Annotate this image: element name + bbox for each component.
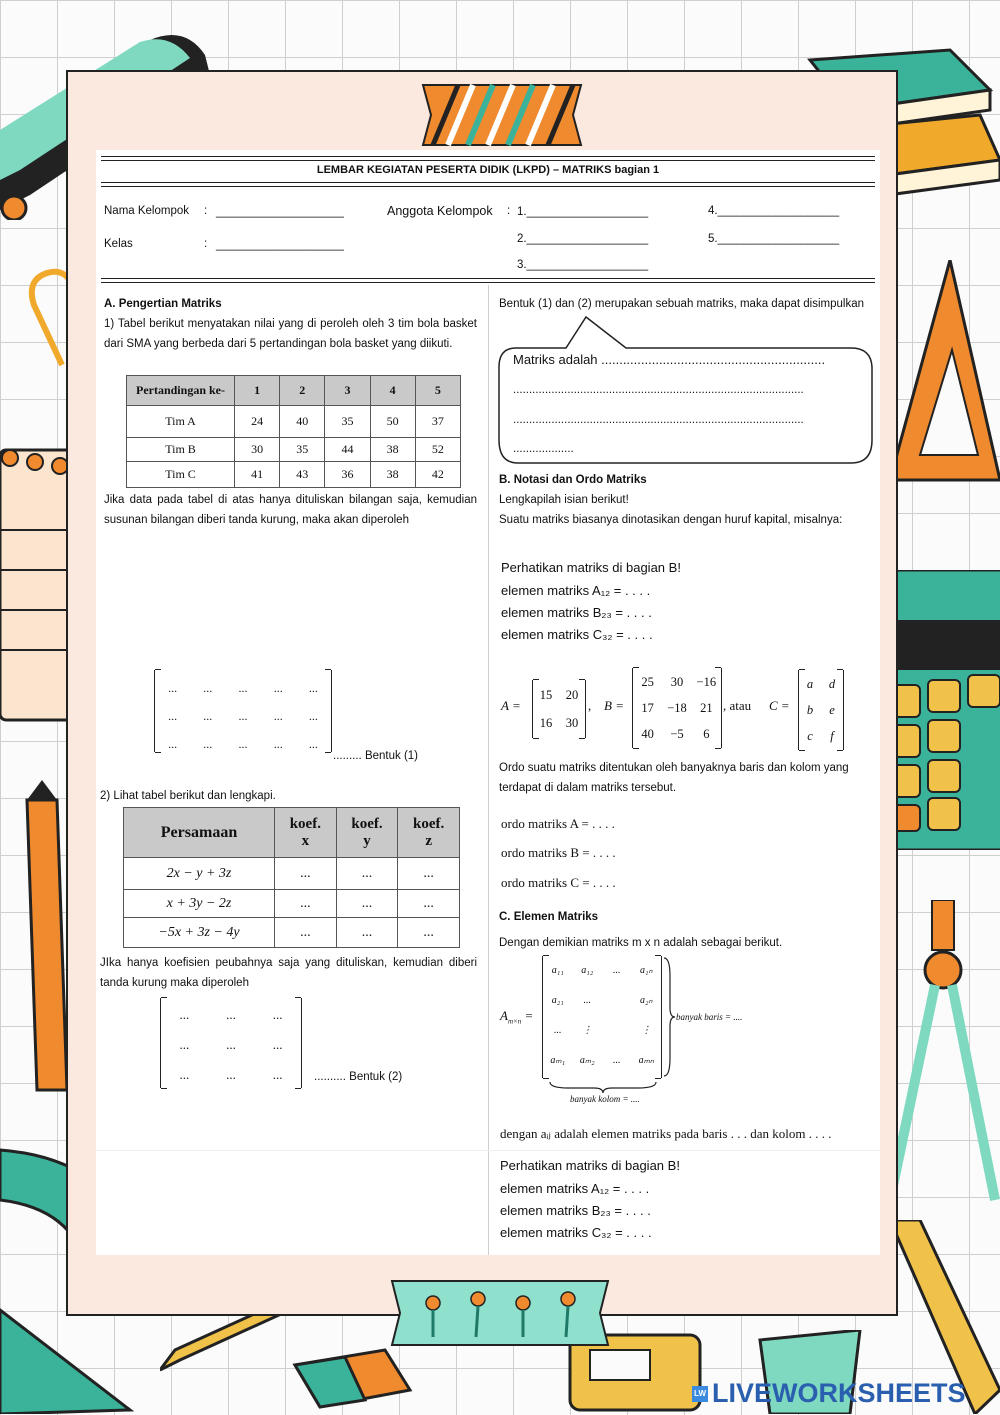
general-matrix-cell: aₘₙ <box>638 1055 654 1066</box>
coefficient-answer-cell[interactable]: ... <box>275 858 337 890</box>
general-matrix-cell: ⋮ <box>582 1025 593 1036</box>
matrix-cell: ... <box>238 709 248 723</box>
element-question-b23[interactable]: elemen matriks B₂₃ = . . . . <box>501 605 652 620</box>
coefficient-answer-cell[interactable]: ... <box>336 890 398 918</box>
matrix-cell: ... <box>179 1037 190 1052</box>
pencil-illustration <box>22 780 72 1100</box>
matrix-cell: ... <box>226 1067 236 1082</box>
row-count-question[interactable]: banyak baris = .... <box>676 1012 743 1022</box>
general-matrix-cell: a₁₁ <box>551 965 564 976</box>
matrix-cell: ... <box>203 737 213 751</box>
coefficient-answer-cell[interactable]: ... <box>275 890 337 918</box>
washi-tape-bottom <box>388 1275 612 1349</box>
matrix-c-label: C = <box>769 698 790 713</box>
matrix-b-cell: 21 <box>700 701 713 715</box>
row-brace-icon <box>662 956 676 1078</box>
ordo-question-a[interactable]: ordo matriks A = . . . . <box>501 816 615 831</box>
score-table <box>126 375 461 488</box>
member-field-3[interactable]: 3.___________________ <box>517 259 649 271</box>
coefficient-answer-cell[interactable]: ... <box>336 858 398 890</box>
matrix-b-cell: 40 <box>641 727 654 741</box>
coefficient-table-header: koef. z <box>398 808 460 858</box>
table-cell: 44 <box>325 438 370 462</box>
section-b-heading: B. Notasi dan Ordo Matriks <box>499 474 647 486</box>
conclusion-answer-line-2[interactable]: ........................................................................................... <box>513 384 804 396</box>
identity-rule <box>101 278 875 283</box>
table-cell: 30 <box>235 438 280 462</box>
matrix-c-cell: b <box>806 703 814 717</box>
section-divider <box>96 1150 880 1151</box>
table-row <box>124 890 460 918</box>
matrix-cell: ... <box>168 737 178 751</box>
matrix-comma: , <box>588 698 592 713</box>
coefficient-answer-cell[interactable]: ... <box>398 858 460 890</box>
member-field-1[interactable]: 1.___________________ <box>517 206 649 218</box>
group-name-label: Nama Kelompok <box>104 205 190 217</box>
general-matrix-cell: ... <box>583 995 591 1006</box>
question-2-text: 2) Lihat tabel berikut dan lengkapi. <box>100 790 276 802</box>
matrix-bentuk-2 <box>160 998 302 1088</box>
table-cell: 43 <box>280 462 325 488</box>
ordo-question-b[interactable]: ordo matriks B = . . . . <box>501 845 616 860</box>
question-1-text: 1) Tabel berikut menyatakan nilai yang di peroleh oleh 3 tim bola basket dari SMA yang berbeda dari 5 pertandingan bola basket yang diikuti. <box>104 318 477 350</box>
table-row <box>124 918 460 948</box>
coefficient-table <box>123 807 460 948</box>
coefficient-table-header: koef. y <box>336 808 398 858</box>
coefficient-answer-cell[interactable]: ... <box>336 918 398 948</box>
matrix-cell: ... <box>203 709 213 723</box>
general-matrix-cell: ⋮ <box>641 1025 652 1036</box>
matrix-c-cell: f <box>830 729 834 743</box>
table-cell: 42 <box>415 462 460 488</box>
liveworksheets-logo <box>692 1378 966 1409</box>
matrix-cell: ... <box>308 709 318 723</box>
members-colon: : <box>507 205 511 217</box>
header-rule-bottom <box>101 182 875 187</box>
general-matrix-equals: = <box>524 1008 534 1023</box>
matrix-c-cell: d <box>828 677 836 691</box>
matrix-cell: ... <box>179 1007 190 1022</box>
table-cell: 38 <box>370 462 415 488</box>
worksheet-page <box>96 150 880 1255</box>
section-b-instruction: Lengkapilah isian berikut! <box>499 494 629 506</box>
general-matrix-cell: aₘ₂ <box>579 1055 595 1066</box>
general-matrix-cell: ... <box>613 965 621 976</box>
member-field-5[interactable]: 5.___________________ <box>708 233 840 245</box>
matrix-a-label: A = <box>501 698 521 713</box>
header-rule-top <box>101 156 875 161</box>
repeat-note-title: Perhatikan matriks di bagian B! <box>500 1158 680 1173</box>
general-matrix-cell: a₂₁ <box>551 995 564 1006</box>
coefficient-table-header: koef. x <box>275 808 337 858</box>
class-label: Kelas <box>104 238 133 250</box>
matrix-cell: ... <box>308 737 318 751</box>
general-matrix-cell: aₘ₁ <box>550 1055 566 1066</box>
matrix-cell: ... <box>308 681 318 695</box>
class-field[interactable]: ____________________ <box>216 239 344 251</box>
matrix-cell: ... <box>168 681 178 695</box>
repeat-element-question-b23[interactable]: elemen matriks B₂₃ = . . . . <box>500 1203 651 1218</box>
matrix-cell: ... <box>273 737 283 751</box>
coefficient-answer-cell[interactable]: ... <box>398 918 460 948</box>
bentuk-1-label: ......... Bentuk (1) <box>333 750 419 762</box>
matrix-cell: ... <box>238 681 248 695</box>
matrix-cell: ... <box>272 1067 283 1082</box>
score-table-header: 1 <box>235 376 280 406</box>
column-divider <box>488 285 489 1255</box>
equation-cell: 2x − y + 3z <box>124 858 275 890</box>
matrix-cell: ... <box>272 1007 283 1022</box>
matrix-cell: ... <box>272 1037 283 1052</box>
matrix-b <box>632 668 722 748</box>
element-question-c32[interactable]: elemen matriks C₃₂ = . . . . <box>501 627 653 642</box>
general-matrix-cell: ... <box>613 1055 621 1066</box>
matrix-c <box>798 670 844 750</box>
matrix-b-cell: −5 <box>670 727 684 741</box>
matrix-a-cell: 20 <box>565 688 579 702</box>
equation-cell: −5x + 3z − 4y <box>124 918 275 948</box>
matrix-a <box>532 680 586 738</box>
logo-badge-icon: LW <box>692 1386 708 1402</box>
score-table-header: 5 <box>415 376 460 406</box>
general-matrix-label <box>500 1008 533 1026</box>
matrix-cell: ... <box>273 681 283 695</box>
matrix-c-cell: e <box>829 703 835 717</box>
matrix-c-cell: a <box>806 677 814 691</box>
logo-wordmark: LIVEWORKSHEETS <box>712 1378 966 1408</box>
section-a-heading: A. Pengertian Matriks <box>104 298 222 310</box>
compass-illustration <box>890 900 1000 1220</box>
repeat-element-question-a12[interactable]: elemen matriks A₁₂ = . . . . <box>500 1181 650 1196</box>
element-position-question[interactable]: dengan aᵢⱼ adalah elemen matriks pada baris . . . dan kolom . . . . <box>500 1126 832 1141</box>
matrix-a-cell: 16 <box>539 716 553 730</box>
table-cell: 35 <box>280 438 325 462</box>
matrix-c-cell: c <box>807 729 813 743</box>
coefficient-table-header-row <box>124 808 460 858</box>
general-matrix-cell <box>602 1016 632 1046</box>
general-matrix-order: m×n <box>507 1017 522 1026</box>
table-cell: Tim B <box>127 438 235 462</box>
matrix-a-cell: 15 <box>539 688 553 702</box>
calculator-illustration <box>880 570 1000 850</box>
table-row <box>124 858 460 890</box>
general-matrix-cell <box>602 986 632 1016</box>
section-c-heading: C. Elemen Matriks <box>499 911 599 923</box>
matrix-a-cell: 30 <box>565 716 579 730</box>
table-cell: 36 <box>325 462 370 488</box>
page-title: LEMBAR KEGIATAN PESERTA DIDIK (LKPD) – MATRIKS bagian 1 <box>316 164 660 176</box>
matrix-cell: ... <box>203 681 213 695</box>
table-cell: 35 <box>325 406 370 438</box>
eraser-illustration <box>285 1345 415 1415</box>
score-table-header: 3 <box>325 376 370 406</box>
table-cell: 52 <box>415 438 460 462</box>
conclusion-answer-line-3[interactable]: ........................................................................................... <box>513 414 804 426</box>
table-2-followup: JIka hanya koefisien peubahnya saja yang dituliskan, kemudian diberi tanda kurung maka diperoleh <box>100 957 477 989</box>
section-b-notation-text: Suatu matriks biasanya dinotasikan dengan huruf kapital, misalnya: <box>499 514 843 526</box>
score-table-header: 4 <box>370 376 415 406</box>
table-cell: 24 <box>235 406 280 438</box>
group-name-field[interactable]: ____________________ <box>216 206 344 218</box>
matrix-cell: ... <box>168 709 178 723</box>
matrix-b-cell: 25 <box>641 675 654 689</box>
table-cell: 41 <box>235 462 280 488</box>
member-field-4[interactable]: 4.___________________ <box>708 205 840 217</box>
element-question-a12[interactable]: elemen matriks A₁₂ = . . . . <box>501 583 651 598</box>
conclusion-intro: Bentuk (1) dan (2) merupakan sebuah matriks, maka dapat disimpulkan <box>499 298 864 310</box>
coefficient-answer-cell[interactable]: ... <box>398 890 460 918</box>
repeat-element-question-c32[interactable]: elemen matriks C₃₂ = . . . . <box>500 1225 652 1240</box>
conclusion-answer-line-4[interactable]: ................... <box>513 443 574 455</box>
matrix-b-cell: −16 <box>696 675 717 689</box>
note-title: Perhatikan matriks di bagian B! <box>501 560 681 575</box>
general-matrix <box>542 956 662 1078</box>
general-matrix-cell: a₁ₙ <box>640 965 653 976</box>
table-row <box>127 462 461 488</box>
score-table-header: 2 <box>280 376 325 406</box>
general-matrix-cell: ... <box>554 1025 562 1036</box>
matrix-b-label: B = <box>604 698 624 713</box>
members-label: Anggota Kelompok <box>387 204 493 218</box>
matrix-cell: ... <box>273 709 283 723</box>
matrix-b-cell: 6 <box>703 727 710 741</box>
matrix-b-cell: −18 <box>667 701 687 715</box>
matrix-b-cell: 17 <box>641 701 654 715</box>
matrix-cell: ... <box>179 1067 190 1082</box>
general-matrix-letter: A <box>500 1008 508 1023</box>
washi-tape-top <box>418 80 586 150</box>
class-colon: : <box>204 238 208 250</box>
matrix-bentuk-1 <box>154 670 332 752</box>
member-field-2[interactable]: 2.___________________ <box>517 233 649 245</box>
general-matrix-cell: a₁₂ <box>581 965 594 976</box>
matrix-cell: ... <box>226 1007 236 1022</box>
table-cell: Tim A <box>127 406 235 438</box>
conclusion-answer-line-1[interactable]: Matriks adalah .............................................................. <box>513 352 826 367</box>
table-cell: 50 <box>370 406 415 438</box>
matrix-b-cell: 30 <box>670 675 684 689</box>
table-cell: 38 <box>370 438 415 462</box>
score-table-header: Pertandingan ke- <box>127 376 235 406</box>
table-row <box>127 406 461 438</box>
coefficient-table-header: Persamaan <box>124 808 275 858</box>
score-table-header-row <box>127 376 461 406</box>
coefficient-answer-cell[interactable]: ... <box>275 918 337 948</box>
table-cell: 40 <box>280 406 325 438</box>
ordo-question-c[interactable]: ordo matriks C = . . . . <box>501 875 616 890</box>
general-matrix-cell: a₂ₙ <box>640 995 653 1006</box>
triangle-ruler-illustration <box>890 260 1000 490</box>
equation-cell: x + 3y − 2z <box>124 890 275 918</box>
matrix-cell: ... <box>226 1037 236 1052</box>
matrix-cell: ... <box>238 737 248 751</box>
atau-text: , atau <box>723 698 752 713</box>
group-name-colon: : <box>204 205 208 217</box>
table-row <box>127 438 461 462</box>
ordo-definition: Ordo suatu matriks ditentukan oleh banyaknya baris dan kolom yang terdapat di dalam matriks tersebut. <box>499 762 849 794</box>
table-cell: Tim C <box>127 462 235 488</box>
table-1-followup: Jika data pada tabel di atas hanya dituliskan bilangan saja, kemudian susunan bilangan diberi tanda kurung, maka akan diperoleh <box>104 494 477 526</box>
section-c-intro: Dengan demikian matriks m x n adalah sebagai berikut. <box>499 937 783 949</box>
table-cell: 37 <box>415 406 460 438</box>
column-count-question[interactable]: banyak kolom = .... <box>570 1094 640 1104</box>
column-brace-icon <box>548 1080 658 1094</box>
bentuk-2-label: .......... Bentuk (2) <box>314 1071 403 1083</box>
